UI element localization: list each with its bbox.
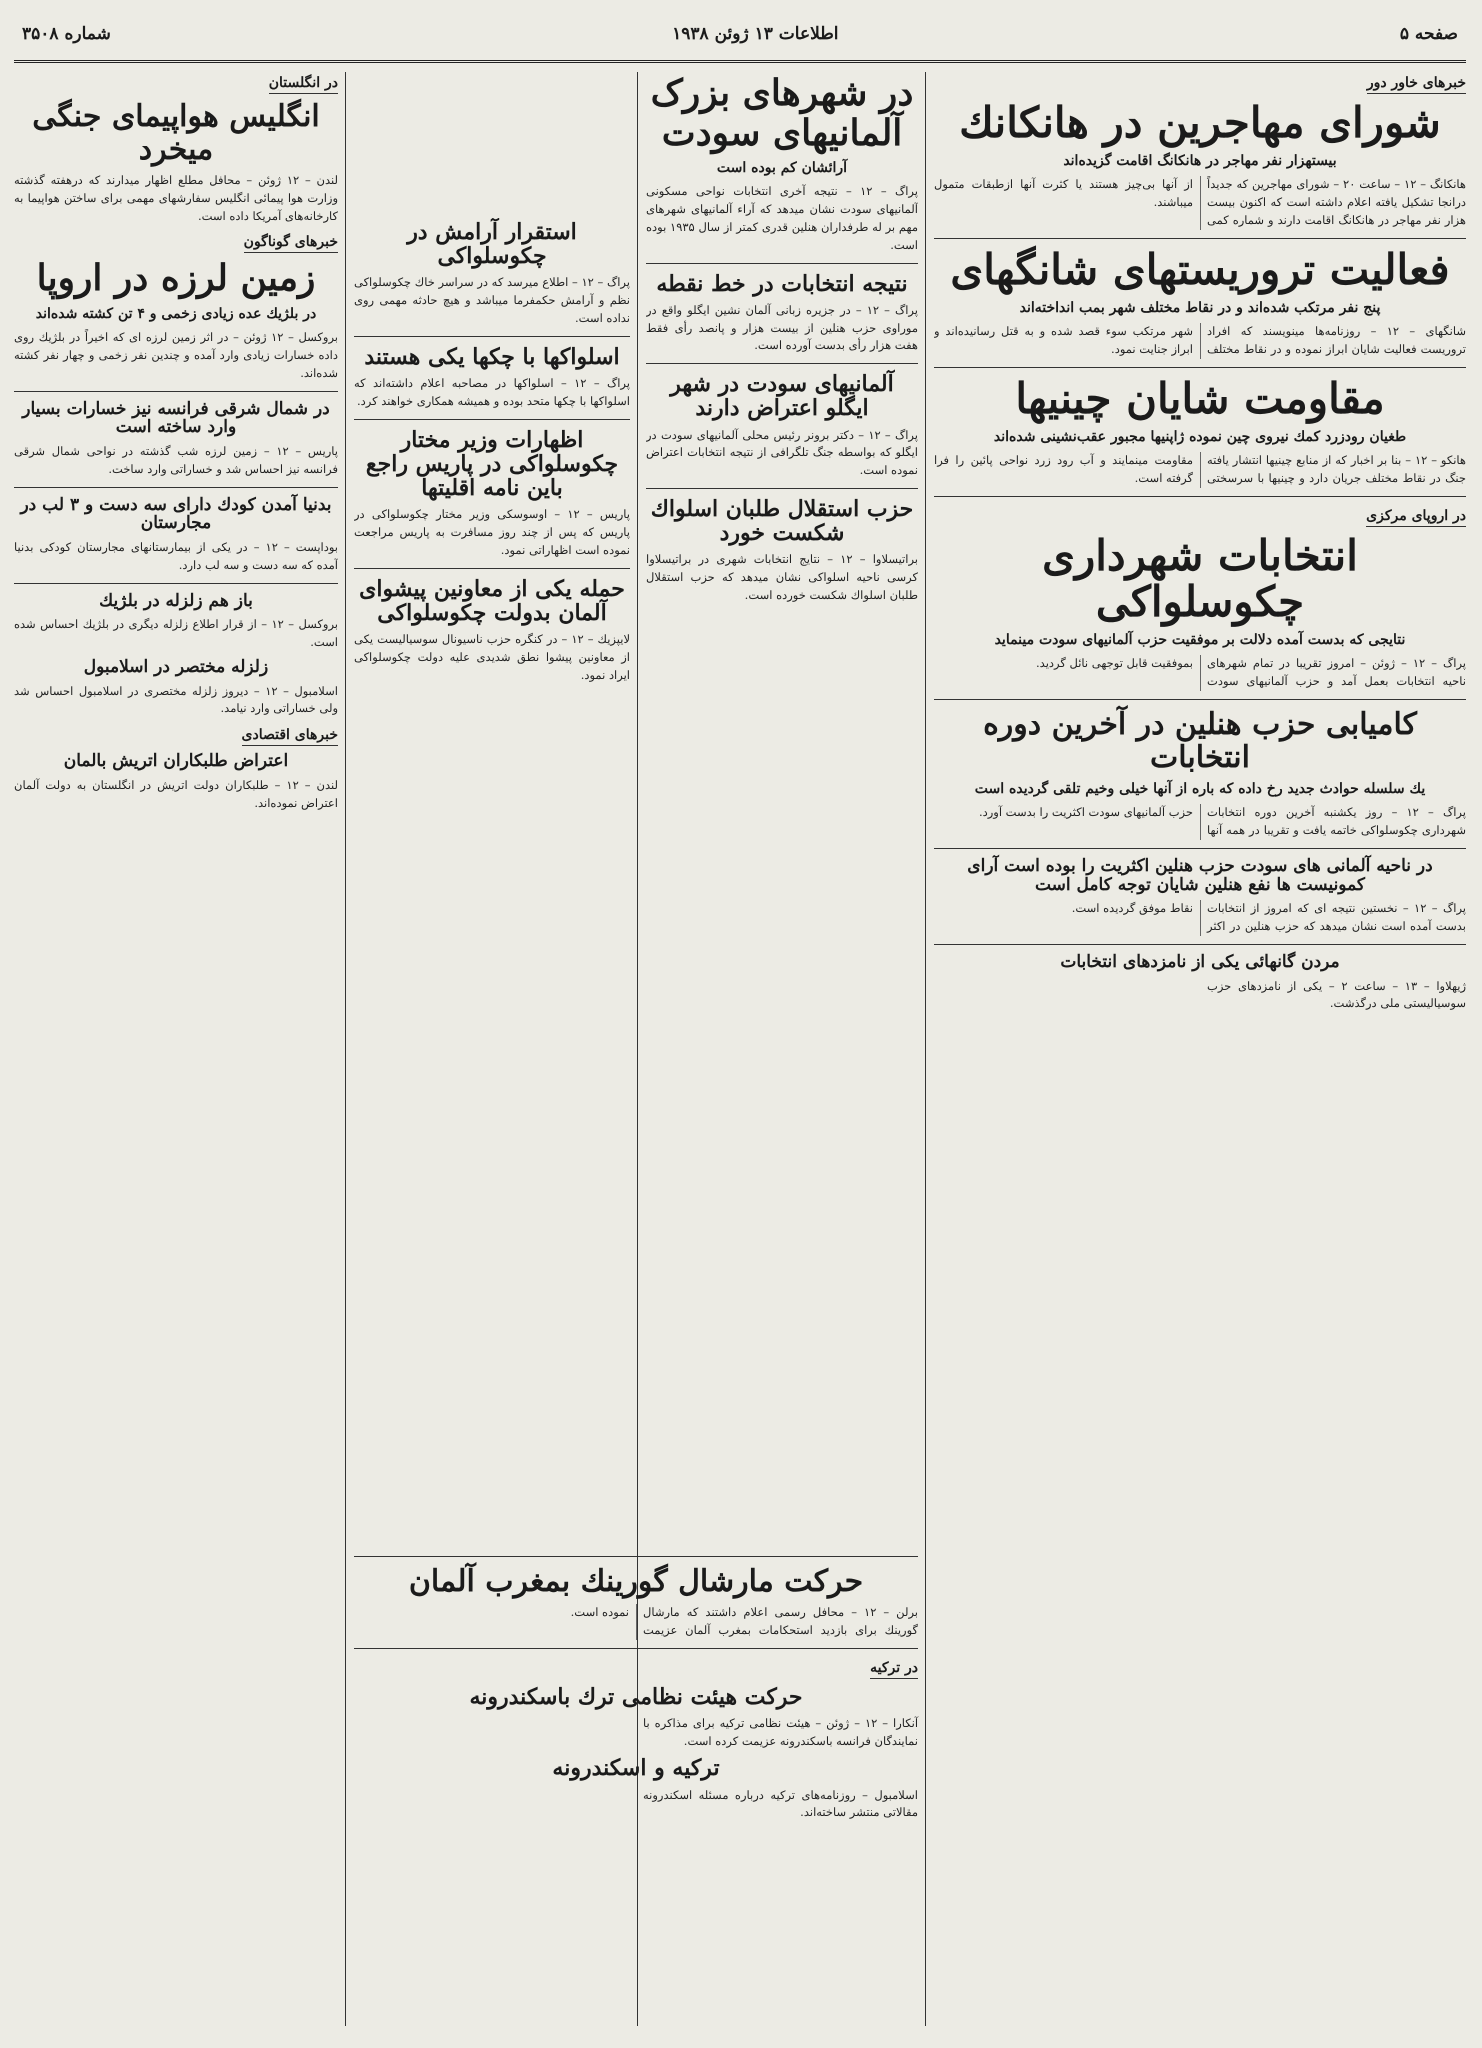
- article-body: برلن – ۱۲ – محافل رسمی اعلام داشتند که مارشال گورینك برای بازدید استحکامات بمغرب آلمان عزیمت نموده است.: [570, 1605, 918, 1637]
- column-misc: [14, 72, 338, 2026]
- divider: [354, 1556, 918, 1557]
- divider: [934, 699, 1466, 700]
- divider: [14, 487, 338, 488]
- article-body: پراگ – ۱۲ – اسلواکها در مصاحبه اعلام داشته‌اند که اسلواکها با چکها متحد بوده و همیشه همکاری خواهند کرد.: [354, 376, 630, 408]
- column-rule: [925, 72, 926, 2026]
- article: [14, 592, 338, 652]
- issue-number: شماره ۳۵۰۸: [22, 24, 111, 44]
- article-headline: فعالیت تروریستهای شانگهای: [950, 244, 1450, 294]
- article-body: شانگهای – ۱۲ – روزنامه‌ها مینویسند که افراد تروریست فعالیت شایان ابراز نموده و در نقاط مختلف شهر مرتکب سوء قصد شده و به‌ قتل رسانیده‌اند و ابراز جنایت نمود.: [934, 324, 1466, 356]
- article-headline: حرکت مارشال گورینك بمغرب آلمان: [408, 1564, 864, 1599]
- article-body: پراگ – ۱۲ – نخستین نتیجه ای که امروز از انتخابات بدست آمده است نشان میدهد که حزب هنلین در اکثر نقاط موفق گردیده است.: [1071, 901, 1466, 933]
- masthead: [14, 8, 1466, 63]
- section-kicker: خبرهای خاور دور: [1367, 75, 1466, 94]
- article: [646, 272, 918, 356]
- divider: [934, 367, 1466, 368]
- section-kicker: خبرهای اقتصادی: [242, 727, 339, 746]
- article-body: لندن – ۱۲ – طلبکاران دولت اتریش در انگلستان به دولت آلمان اعتراض نموده‌اند.: [14, 777, 338, 810]
- article-body: آنکارا – ۱۲ – ژوئن – هیئت نظامی ترکیه برای مذاکره با نمایندگان فرانسه باسکندرونه عزیمت کرده است.: [643, 1715, 919, 1748]
- divider: [14, 391, 338, 392]
- divider: [354, 419, 630, 420]
- article: [14, 752, 338, 812]
- article-headline: زمین لرزه در اروپا: [36, 257, 316, 300]
- section-kicker: خبرهای گوناگون: [244, 234, 338, 253]
- article-body: بروکسل – ۱۲ ژوئن – در اثر زمین لرزه ای که اخیراً در بلژیك روی داده خسارات زیادی وارد آمده و چندین نفر زخمی و چهار نفر کشته شده‌اند.: [14, 330, 338, 380]
- article: [646, 74, 918, 255]
- article-body: پراگ – ۱۲ – دکتر برونر رئیس محلی آلمانیهای سودت در ایگلو که بواسطه جنگ تلگرافی از نتیجه انتخابات اعتراض نموده است.: [646, 427, 918, 478]
- article-body: پراگ – ۱۲ – اطلاع میرسد که در سراسر خاك چکوسلواکی نظم و آرامش حکمفرما میباشد و هیچ حادثه مهمی روی نداده است.: [354, 275, 630, 325]
- column-czechoslovakia: [354, 218, 630, 1514]
- article: [934, 708, 1466, 840]
- divider: [646, 263, 918, 264]
- article: [646, 372, 918, 480]
- article-headline: در شمال شرقی فرانسه نیز خسارات بسیار وارد ساخته است: [22, 398, 330, 438]
- article-body: پراگ – ۱۲ – ژوئن – امروز تقریبا در تمام شهرهای ناحیه انتخابات بعمل آمد و حزب آلمانیهای سودت بموفقیت قابل توجهی نائل گردید.: [1036, 656, 1466, 689]
- divider: [354, 1648, 918, 1649]
- article-headline: مقاومت شایان چینیها: [1015, 373, 1385, 423]
- article-headline: زلزله مختصر در اسلامبول: [83, 656, 269, 677]
- article-headline: انگلیس هواپیمای جنگی میخرد: [32, 99, 320, 167]
- article: [934, 373, 1466, 488]
- article-subhead: بیستهزار نفر مهاجر در هانکانگ اقامت گزیده‌اند: [1063, 153, 1337, 170]
- article: [14, 496, 338, 575]
- divider: [934, 848, 1466, 849]
- divider: [14, 583, 338, 584]
- article-headline: ترکیه و اسکندرونه: [552, 1755, 720, 1782]
- article-headline: شورای مهاجرین در هانکانك: [959, 98, 1441, 147]
- article-body: پاریس – ۱۲ – اوسوسکی وزیر مختار چکوسلواکی در پاریس که پس از چند روز مسافرت به پاریس مراجعت نموده است اظهاراتی نمود.: [354, 507, 630, 557]
- article: [14, 658, 338, 718]
- article-subhead: آرائشان کم بوده است: [716, 160, 848, 177]
- article-headline: حرکت هیئت نظامی ترك باسکندرونه: [469, 1683, 803, 1710]
- article-headline: کامیابی حزب هنلین در آخرین دوره انتخابات: [983, 707, 1417, 775]
- article: [934, 100, 1466, 230]
- article-subhead: طغیان رودزرد کمك نیروی چین نموده ژاپنیها مجبور عقب‌نشینی شده‌اند: [993, 429, 1407, 445]
- article-headline: نتیجه انتخابات در خط نقطه: [656, 270, 908, 297]
- article-body: بروکسل – ۱۲ – از قرار اطلاع زلزله دیگری در بلژیك احساس شده است.: [14, 617, 338, 650]
- article-body: هانکو – ۱۲ – بنا بر اخبار که از منابع چینیها انتشار یافته جنگ در نقاط مختلف جریان دارد و چینیها با سرسختی مقاومت مینمایند و آب رود زرد نواحی پائین را فرا گرفته است.: [934, 453, 1466, 485]
- article: [354, 577, 630, 685]
- article-body: بوداپست – ۱۲ – در یکی از بیمارستانهای مجارستان کودکی بدنیا آمده که سه دست و سه لب دارد.: [14, 540, 338, 572]
- article-subhead: یك سلسله حوادث جدید رخ داده که باره از آنها خیلی وخیم تلقی گردیده است: [974, 781, 1426, 797]
- article-goering: [354, 1548, 918, 1828]
- article-headline: در ناحیه آلمانی های سودت حزب هنلین اکثریت را بوده است آرای کمونیست ها نفع هنلین شایان توجه کامل است: [967, 855, 1433, 895]
- section-kicker: در ترکیه: [870, 1660, 918, 1679]
- article-headline: آلمانیهای سودت در شهر ایگلو اعتراض دارند: [670, 371, 894, 422]
- divider: [354, 568, 630, 569]
- article-body: پراگ – ۱۲ – نتیجه آخری انتخابات نواحی مسکونی آلمانیهای سودت نشان میدهد که آراء آلمانیهای شهرهای مهم بر له طرفداران هنلین قدری کمتر از سال ۱۹۳۵ بوده است.: [646, 184, 918, 252]
- page-number: صفحه ۵: [1399, 24, 1458, 44]
- article-headline: حزب استقلال طلبان اسلواك شکست خورد: [650, 496, 914, 547]
- divider: [934, 238, 1466, 239]
- article: [646, 497, 918, 605]
- section-kicker: در انگلستان: [269, 75, 338, 94]
- article-body: اسلامبول – ۱۲ – دیروز زلزله مختصری در اسلامبول احساس شد ولی خساراتی وارد نیامد.: [14, 683, 338, 716]
- article: [14, 400, 338, 479]
- column-sudeten: [646, 72, 918, 1514]
- newspaper-page: [14, 8, 1466, 2034]
- article-headline: اظهارات وزیر مختار چکوسلواکی در پاریس راجع باین نامه اقلیتها: [365, 426, 619, 501]
- article-body: پراگ – ۱۲ – در جزیره زبانی آلمان نشین ایگلو واقع در موراوی حزب هنلین از بیست هزار و پانصد رأی فقط هفت هزار رأی بدست آورده است.: [646, 302, 918, 353]
- article-headline: مردن گانهائی یکی از نامزدهای انتخابات: [1060, 951, 1340, 972]
- section-kicker: در اروپای مرکزی: [1366, 508, 1466, 527]
- article-body: لندن – ۱۲ ژوئن – محافل مطلع اظهار میدارند که درهفته گذشته وزارت هوا پیمائی انگلیس سفارشهای مهمی برای ساختن هواپیما به کارخانه‌های آمریکا داده است.: [14, 173, 338, 223]
- article: [354, 220, 630, 328]
- article-headline: اعتراض طلبکاران اتریش بالمان: [63, 751, 289, 772]
- article-subhead: در بلژیك عده زیادی زخمی و ۴ تن کشته شده‌اند: [35, 306, 317, 323]
- article-subhead: نتایجی که بدست آمده دلالت بر موفقیت حزب آلمانیهای سودت مینماید: [994, 632, 1406, 649]
- paper-date: اطلاعات ۱۳ ژوئن ۱۹۳۸: [672, 24, 839, 44]
- divider: [934, 496, 1466, 497]
- article-headline: انتخابات شهرداری چکوسلواکی: [1042, 530, 1358, 626]
- article-subhead: پنج نفر مرتکب شده‌اند و در نقاط مختلف شهر بمب انداخته‌اند: [1019, 300, 1381, 316]
- article: [354, 345, 630, 411]
- article: [14, 259, 338, 382]
- column-rule: [345, 72, 346, 2026]
- article-body: ژیهلاوا – ۱۳ – ساعت ۲ – یکی از نامزدهای حزب سوسیالیستی ملی درگذشت.: [1207, 978, 1466, 1011]
- article: [14, 100, 338, 225]
- divider: [934, 944, 1466, 945]
- divider: [354, 336, 630, 337]
- article-headline: حمله یکی از معاونین پیشوای آلمان بدولت چکوسلواکی: [359, 575, 625, 626]
- article: [934, 857, 1466, 936]
- article-body: اسلامبول – روزنامه‌های ترکیه درباره مسئله اسکندرونه مقالاتی منتشر ساخته‌اند.: [643, 1787, 918, 1820]
- article: [934, 505, 1466, 691]
- article-body: پاریس – ۱۲ – زمین لرزه شب گذشته در نواحی شمال شرقی فرانسه نیز احساس شد و خساراتی وارد ساخت.: [14, 444, 338, 476]
- article-body: براتیسلاوا – ۱۲ – نتایج انتخابات شهری در براتیسلاوا کرسی ناحیه اسلواکی نشان میدهد که حزب استقلال طلبان اسلواك شکست خورده است.: [646, 552, 918, 603]
- article-body: لایپزیك – ۱۲ – در کنگره حزب ناسیونال سوسیالیست یکی از معاونین پیشوا نطق شدیدی علیه دولت چکوسلواکی ایراد نمود.: [354, 632, 630, 682]
- article-headline: باز هم زلزله در بلژیك: [99, 590, 253, 611]
- article: [354, 428, 630, 560]
- article-headline: اسلواکها با چکها یکی هستند: [364, 343, 620, 370]
- article: [934, 953, 1466, 1013]
- column-far-east: [934, 72, 1466, 2026]
- article-body: هانکانگ – ۱۲ – ساعت ۲۰ – شورای مهاجرین که جدیداً درانجا تشکیل یافته اعلام داشته است که اکنون بیست هزار نفر مهاجر در هانکانگ اقامت دارند و شماره کمی از آنها بی‌چیز هستند یا کثرت آنها ازطبقات متمول میباشند.: [934, 177, 1466, 227]
- article-body: پراگ – ۱۲ – روز یکشنبه آخرین دوره انتخابات شهرداری چکوسلواکی خاتمه یافت و تقریبا در همه آنها حزب آلمانیهای سودت اکثریت را بدست آورد.: [978, 805, 1466, 837]
- article-headline: استقرار آرامش در چکوسلواکی: [407, 219, 577, 270]
- article-headline: بدنیا آمدن کودك دارای سه دست و ۳ لب در مجارستان: [20, 494, 332, 534]
- article-headline: در شهرهای بزرک آلمانیهای سودت: [650, 72, 914, 154]
- divider: [646, 488, 918, 489]
- article: [934, 244, 1466, 359]
- divider: [646, 363, 918, 364]
